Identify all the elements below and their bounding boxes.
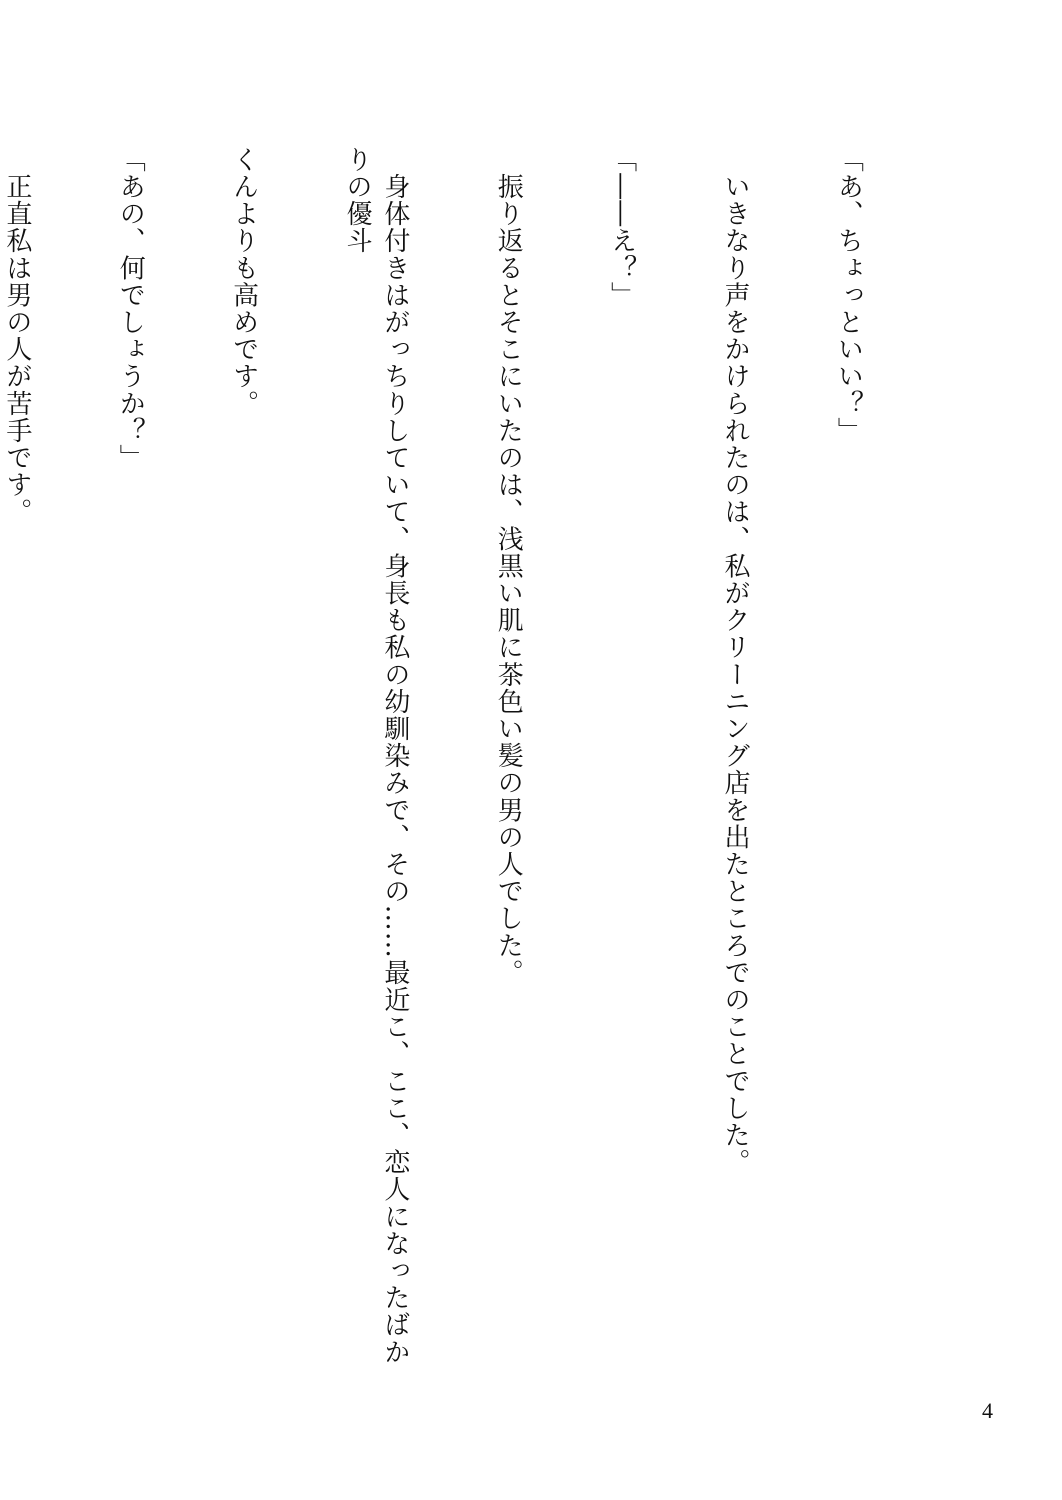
text-line: 「――え？」 [606,146,637,309]
page-number: 4 [982,1398,993,1423]
text-line: くんよりも高めです。 [228,146,259,417]
vertical-text-body [0,146,942,1386]
text-line: 「あの、何でしょうか？」 [115,146,146,472]
text-line: いきなり声をかけられたのは、私がクリーニング店を出たところでのことでした。 [720,146,751,1176]
text-line: 「あ、ちょっといい？」 [833,146,864,445]
text-line: 正直私は男の人が苦手です。 [1,146,32,526]
text-line: 身体付きはがっちりしていて、身長も私の幼馴染みで、その……最近こ、ここ、恋人になったばかりの優斗 [342,146,410,1366]
text-line: 振り返るとそこにいたのは、浅黒い肌に茶色い髪の男の人でした。 [493,146,524,987]
